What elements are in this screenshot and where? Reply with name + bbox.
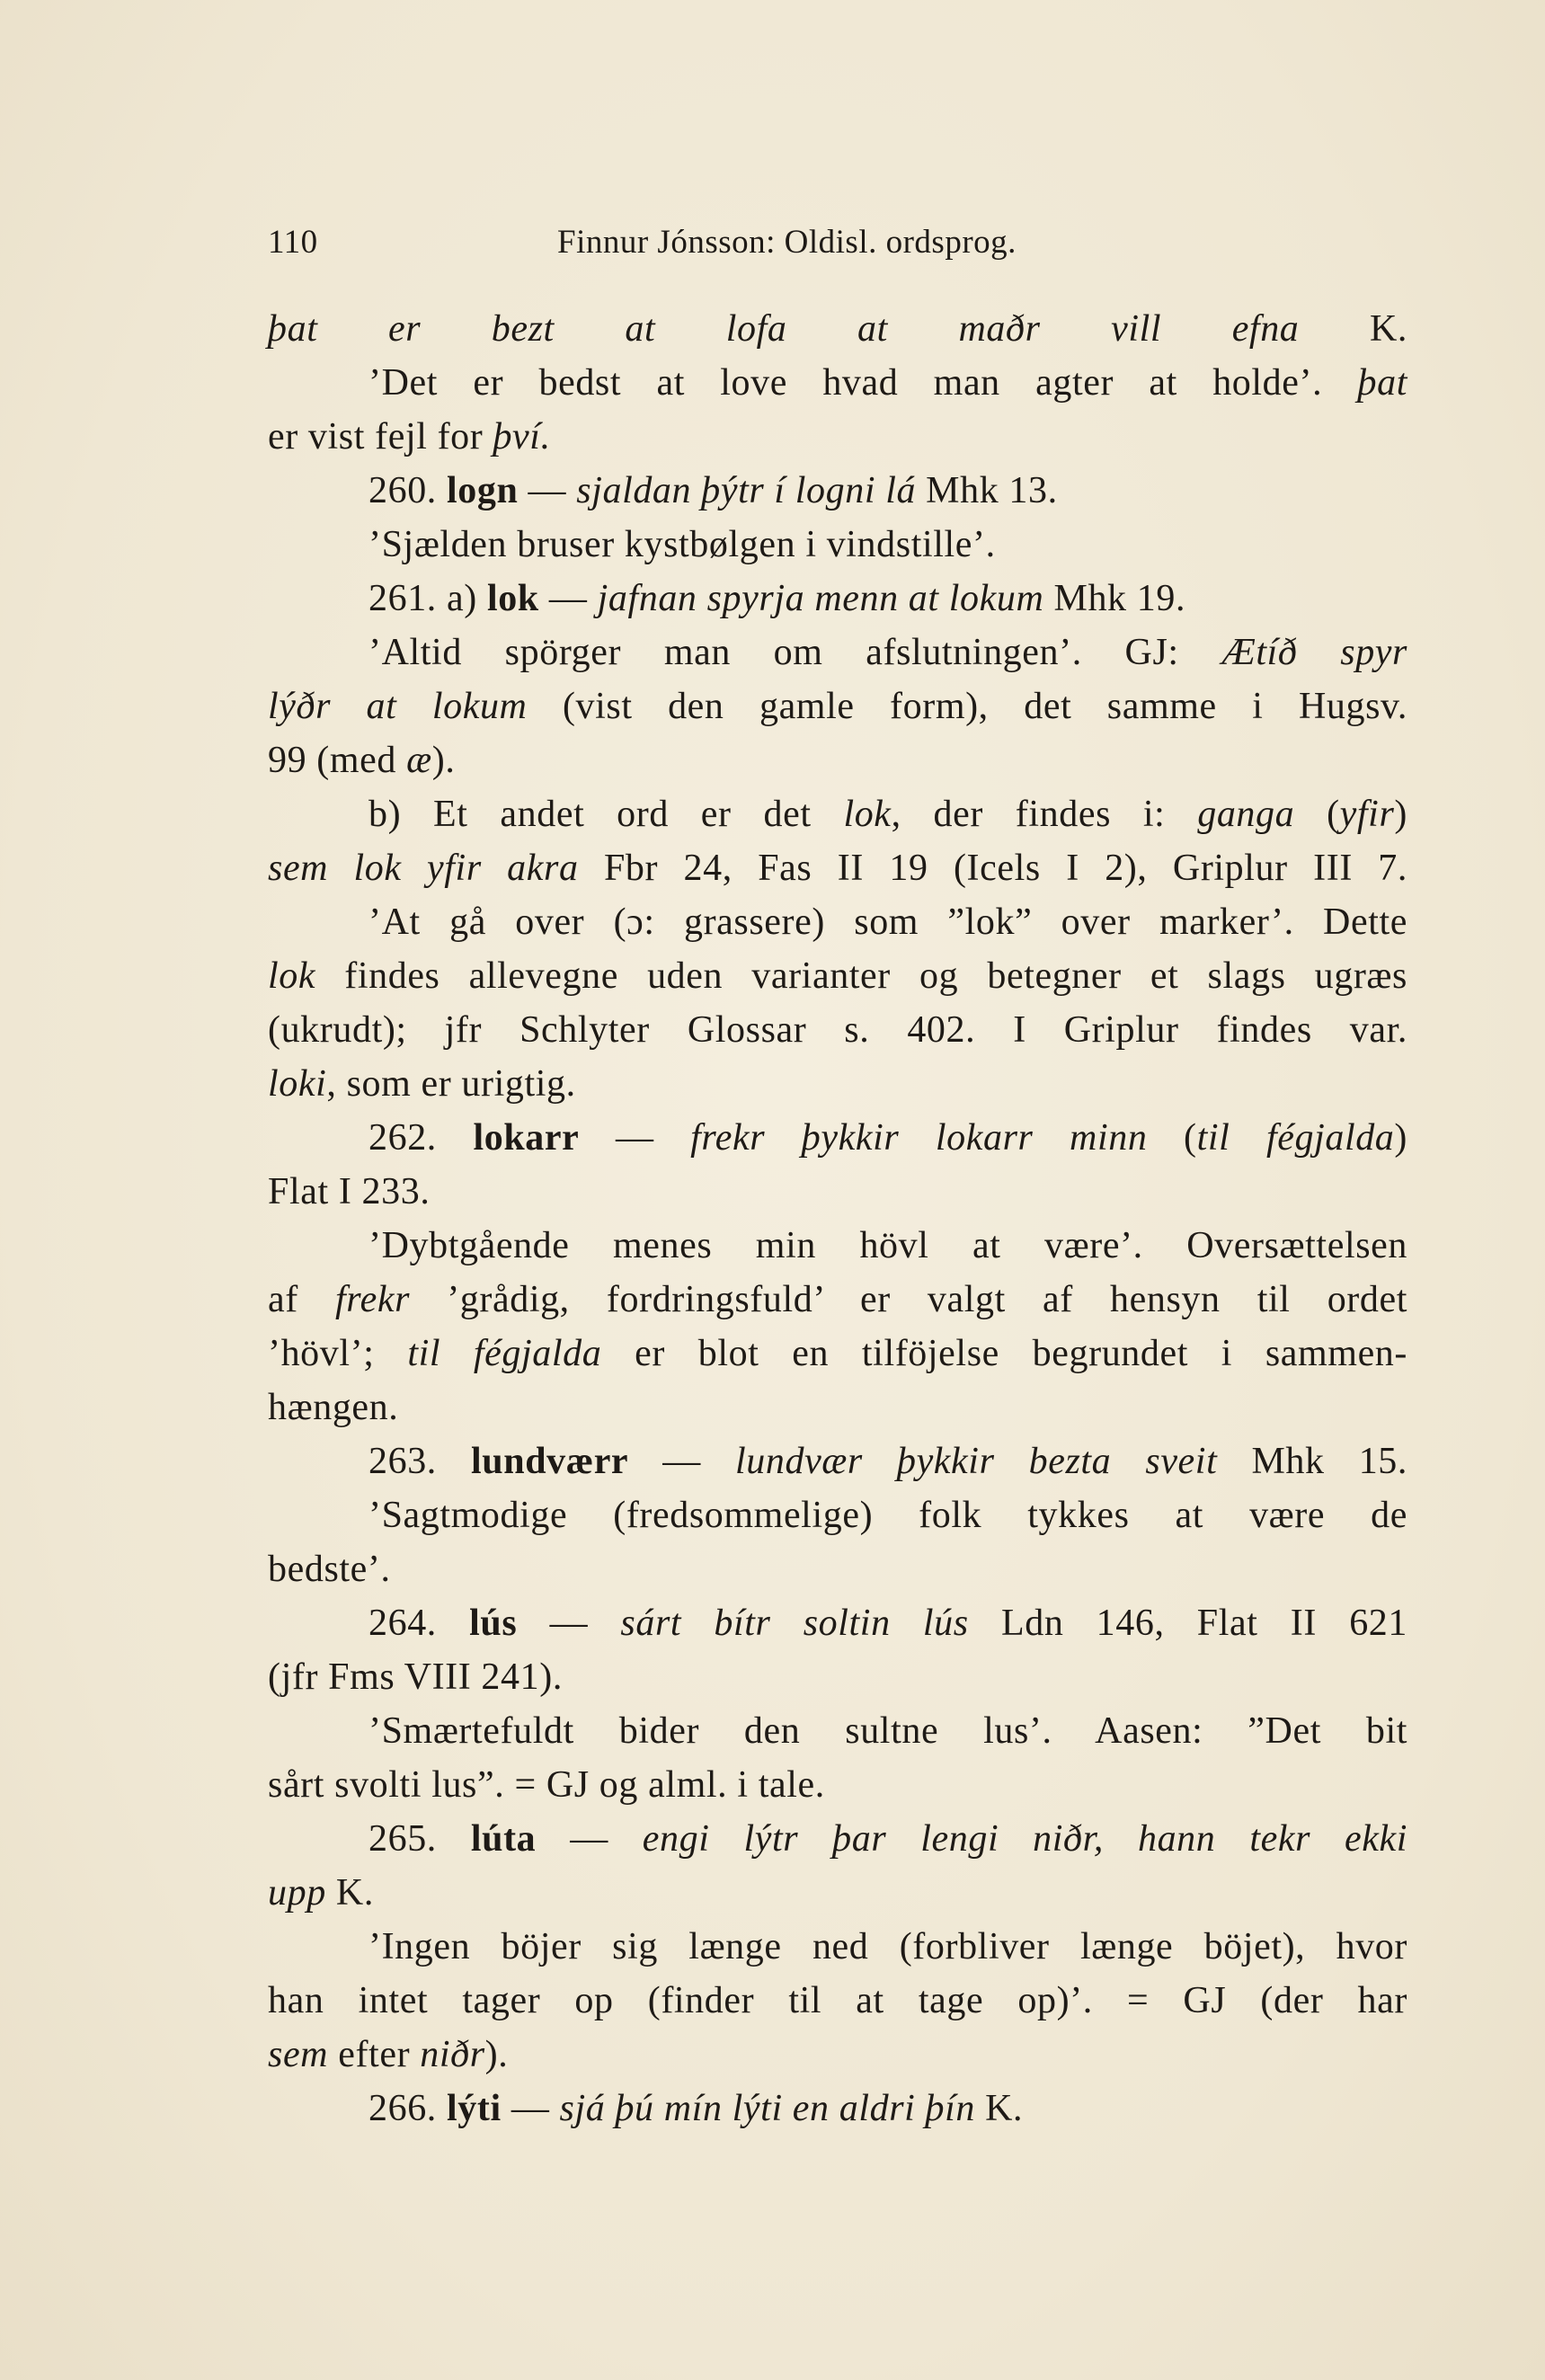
text-run: 266.: [368, 2088, 447, 2129]
text-run: b) Et andet ord er det: [368, 794, 844, 835]
text-run: er vist fejl for: [268, 416, 493, 457]
text-run: (jfr Fms VIII 241).: [268, 1656, 563, 1698]
text-run: han intet tager op (finder til at tage op)’. = GJ (der har: [268, 1980, 1407, 2021]
italic-phrase: Ætíð spyr: [1221, 632, 1407, 673]
text-run: ’Sjælden bruser kystbølgen i vindstille’.: [368, 524, 996, 565]
page-number: 110: [268, 224, 318, 261]
italic-phrase: lýðr at lokum: [268, 686, 528, 727]
headword: lús: [469, 1603, 518, 1644]
text-line: [268, 356, 1407, 410]
text-run: —: [518, 470, 577, 511]
text-run: , som er urigtig.: [326, 1063, 576, 1105]
italic-phrase: lok: [268, 955, 316, 997]
text-line: [268, 949, 1407, 1003]
text-run: —: [538, 578, 598, 619]
text-line: [268, 1758, 1407, 1812]
text-line: [268, 895, 1407, 949]
italic-phrase: sjaldan þýtr í logni lá: [576, 470, 917, 511]
italic-phrase: sjá þú mín lýti en aldri þín: [559, 2088, 976, 2129]
italic-phrase: frekr þykkir lokarr minn: [690, 1117, 1148, 1159]
text-line: [268, 626, 1407, 679]
text-run: —: [517, 1603, 621, 1644]
text-line: [268, 841, 1407, 895]
text-line: [268, 1488, 1407, 1542]
text-run: Mhk 19.: [1043, 578, 1186, 619]
text-line: [268, 733, 1407, 787]
text-run: findes allevegne uden varianter og betegner et slags ugræs: [315, 955, 1407, 997]
text-line: [268, 1273, 1407, 1327]
italic-phrase: til fégjalda: [1196, 1117, 1395, 1159]
text-run: ’grådig, fordringsfuld’ er valgt af hensyn til ordet: [410, 1279, 1407, 1320]
headword: lundværr: [471, 1441, 629, 1482]
text-run: Mhk 13.: [916, 470, 1058, 511]
italic-phrase: sem: [268, 2034, 329, 2075]
italic-phrase: lok: [843, 794, 892, 835]
text-run: K.: [325, 1872, 374, 1914]
text-line: [268, 1003, 1407, 1057]
text-line: [268, 1219, 1407, 1273]
text-line: [268, 679, 1407, 733]
page-header: [268, 223, 1407, 268]
text-line: [268, 1596, 1407, 1650]
italic-phrase: til fégjalda: [407, 1333, 602, 1374]
text-run: sårt svolti lus”. = GJ og alml. i tale.: [268, 1764, 825, 1806]
text-run: ): [1394, 794, 1407, 835]
text-line: [268, 1165, 1407, 1219]
italic-phrase: sem lok yfir akra: [268, 848, 579, 889]
text-line: [268, 1866, 1407, 1920]
text-run: Mhk 15.: [1217, 1441, 1407, 1482]
headword: lok: [486, 578, 539, 619]
italic-phrase: sárt bítr soltin lús: [620, 1603, 969, 1644]
text-run: 263.: [368, 1441, 472, 1482]
text-run: ).: [484, 2034, 509, 2075]
text-run: Ldn 146, Flat II 621: [968, 1603, 1407, 1644]
text-run: efter: [328, 2034, 421, 2075]
italic-phrase: niðr: [420, 2034, 485, 2075]
text-line: [268, 2082, 1407, 2136]
italic-phrase: engi lýtr þar lengi niðr, hann tekr ekki: [642, 1818, 1407, 1860]
text-run: —: [536, 1818, 643, 1860]
text-run: 99 (med: [268, 740, 407, 781]
text-run: ’Dybtgående menes min hövl at være’. Oversættelsen: [368, 1225, 1407, 1266]
headword: lúta: [470, 1818, 537, 1860]
text-run: ’Det er bedst at love hvad man agter at holde’.: [368, 362, 1358, 404]
text-line: [268, 1327, 1407, 1381]
running-title: Finnur Jónsson: Oldisl. ordsprog.: [557, 224, 1017, 261]
text-run: 265.: [368, 1818, 471, 1860]
text-line: [268, 2028, 1407, 2082]
text-run: —: [501, 2088, 560, 2129]
text-run: (vist den gamle form), det samme i Hugsv.: [527, 686, 1407, 727]
headword: lokarr: [473, 1117, 580, 1159]
text-run: 260.: [368, 470, 447, 511]
italic-phrase: því.: [493, 416, 551, 457]
text-run: 264.: [368, 1603, 470, 1644]
text-line: [268, 1812, 1407, 1866]
text-run: , der findes i:: [891, 794, 1198, 835]
text-run: ).: [431, 740, 456, 781]
text-run: ’hövl’;: [268, 1333, 408, 1374]
text-run: Flat I 233.: [268, 1171, 431, 1212]
text-line: [268, 1920, 1407, 1974]
body-text: [268, 302, 1407, 2136]
italic-phrase: þat: [1357, 362, 1407, 404]
italic-phrase: ganga: [1197, 794, 1295, 835]
headword: lýti: [447, 2088, 502, 2129]
text-line: [268, 787, 1407, 841]
italic-phrase: upp: [268, 1872, 326, 1914]
italic-phrase: þat er bezt at lofa at maðr vill efna: [268, 308, 1300, 350]
text-run: K.: [1299, 308, 1407, 350]
text-line: [268, 518, 1407, 572]
italic-phrase: æ: [406, 740, 432, 781]
italic-phrase: lundvær þykkir bezta sveit: [735, 1441, 1218, 1482]
italic-phrase: frekr: [334, 1279, 411, 1320]
text-line: [268, 464, 1407, 518]
text-line: [268, 1381, 1407, 1434]
text-run: ): [1394, 1117, 1408, 1159]
text-line: [268, 1704, 1407, 1758]
text-run: ’Sagtmodige (fredsommelige) folk tykkes at være de: [368, 1495, 1407, 1536]
text-run: ’Altid spörger man om afslutningen’. GJ:: [368, 632, 1222, 673]
text-line: [268, 572, 1407, 626]
text-line: [268, 1111, 1407, 1165]
italic-phrase: loki: [268, 1063, 327, 1105]
italic-phrase: jafnan spyrja menn at lokum: [597, 578, 1044, 619]
text-line: [268, 410, 1407, 464]
text-line: [268, 1974, 1407, 2028]
text-run: bedste’.: [268, 1549, 391, 1590]
text-run: af: [268, 1279, 335, 1320]
text-run: hængen.: [268, 1387, 399, 1428]
text-line: [268, 1542, 1407, 1596]
text-run: (: [1294, 794, 1340, 835]
italic-phrase: yfir: [1339, 794, 1395, 835]
text-run: K.: [975, 2088, 1024, 2129]
headword: logn: [447, 470, 519, 511]
text-run: 261. a): [368, 578, 487, 619]
text-line: [268, 1434, 1407, 1488]
text-line: [268, 1650, 1407, 1704]
text-run: (: [1147, 1117, 1197, 1159]
text-run: (ukrudt); jfr Schlyter Glossar s. 402. I Griplur findes var.: [268, 1009, 1407, 1051]
text-run: er blot en tilföjelse begrundet i sammen-: [601, 1333, 1407, 1374]
text-run: ’At gå over (ɔ: grassere) som ”lok” over marker’. Dette: [368, 901, 1407, 943]
text-run: ’Smærtefuldt bider den sultne lus’. Aasen: ”Det bit: [368, 1710, 1407, 1752]
text-line: [268, 1057, 1407, 1111]
text-run: 262.: [368, 1117, 474, 1159]
text-run: Fbr 24, Fas II 19 (Icels I 2), Griplur III 7.: [578, 848, 1408, 889]
text-run: ’Ingen böjer sig længe ned (forbliver længe böjet), hvor: [368, 1926, 1407, 1967]
text-line: [268, 302, 1407, 356]
text-run: —: [579, 1117, 691, 1159]
text-run: —: [628, 1441, 735, 1482]
